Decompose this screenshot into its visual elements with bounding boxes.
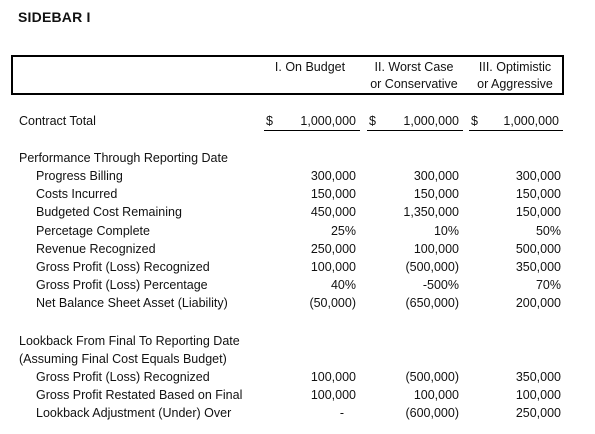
column-header-line2: or Conservative [370,77,458,91]
cell-value: -500% [422,278,459,293]
cell-value: 350,000 [515,370,561,384]
cell-value: 150,000 [515,205,561,220]
cell-value: (650,000) [405,296,459,311]
cell-value: - [339,406,344,421]
row-label: Gross Profit (Loss) Recognized [36,370,210,384]
row-label: Gross Profit (Loss) Recognized [36,260,210,274]
currency-symbol: $ [471,114,478,128]
contract-total-worst-case: 1,000,000 [403,114,459,128]
cell-value: 150,000 [310,187,356,202]
cell-value: 40% [330,278,356,293]
contract-total-label: Contract Total [19,114,96,128]
cell-value: 50% [535,223,561,238]
contract-total-underline [367,130,463,131]
cell-value: 300,000 [413,169,459,183]
column-header-worst-case [362,59,466,93]
cell-value: 450,000 [310,205,356,220]
cell-value: (600,000) [405,406,459,421]
contract-total-underline [264,130,360,131]
cell-value: 100,000 [413,241,459,256]
row-label: Net Balance Sheet Asset (Liability) [36,296,228,311]
cell-value: 350,000 [515,260,561,274]
cell-value: 150,000 [515,187,561,202]
row-label: Lookback Adjustment (Under) Over [36,406,232,421]
currency-symbol: $ [266,114,273,128]
row-label: Costs Incurred [36,187,118,202]
contract-total-optimistic: 1,000,000 [503,114,559,128]
cell-value: 250,000 [515,406,561,421]
row-label: Revenue Recognized [36,241,156,256]
cell-value: 300,000 [310,169,356,183]
currency-symbol: $ [369,114,376,128]
cell-value: 100,000 [515,388,561,403]
cell-value: 10% [433,223,459,238]
column-header-on-budget [258,59,362,76]
column-header-line1: III. Optimistic [478,60,552,74]
row-label: Budgeted Cost Remaining [36,205,182,220]
row-label: Percetage Complete [36,223,150,238]
cell-value: 100,000 [310,388,356,403]
cell-value: 250,000 [310,241,356,256]
column-header-line2: or Aggressive [477,77,553,91]
column-header-line1: I. On Budget [274,60,346,74]
cell-value: 100,000 [310,260,356,274]
section-heading-performance: Performance Through Reporting Date [19,151,228,165]
cell-value: 300,000 [515,169,561,183]
row-label: Progress Billing [36,169,123,183]
section-subheading-lookback: (Assuming Final Cost Equals Budget) [19,352,227,366]
row-label: Gross Profit Restated Based on Final [36,388,243,403]
column-header-line1: II. Worst Case [374,60,454,74]
cell-value: 70% [535,278,561,293]
cell-value: 500,000 [515,241,561,256]
cell-value: 100,000 [413,388,459,403]
page-title: SIDEBAR I [18,9,91,25]
cell-value: 1,350,000 [403,205,459,220]
cell-value: 200,000 [515,296,561,311]
cell-value: (500,000) [405,260,459,274]
cell-value: 25% [330,223,356,238]
contract-total-underline [469,130,563,131]
cell-value: 150,000 [413,187,459,202]
cell-value: (500,000) [405,370,459,384]
section-heading-lookback: Lookback From Final To Reporting Date [19,334,240,348]
contract-total-on-budget: 1,000,000 [300,114,356,128]
cell-value: (50,000) [309,296,356,311]
row-label: Gross Profit (Loss) Percentage [36,278,208,293]
cell-value: 100,000 [310,370,356,384]
column-header-optimistic [465,59,565,93]
